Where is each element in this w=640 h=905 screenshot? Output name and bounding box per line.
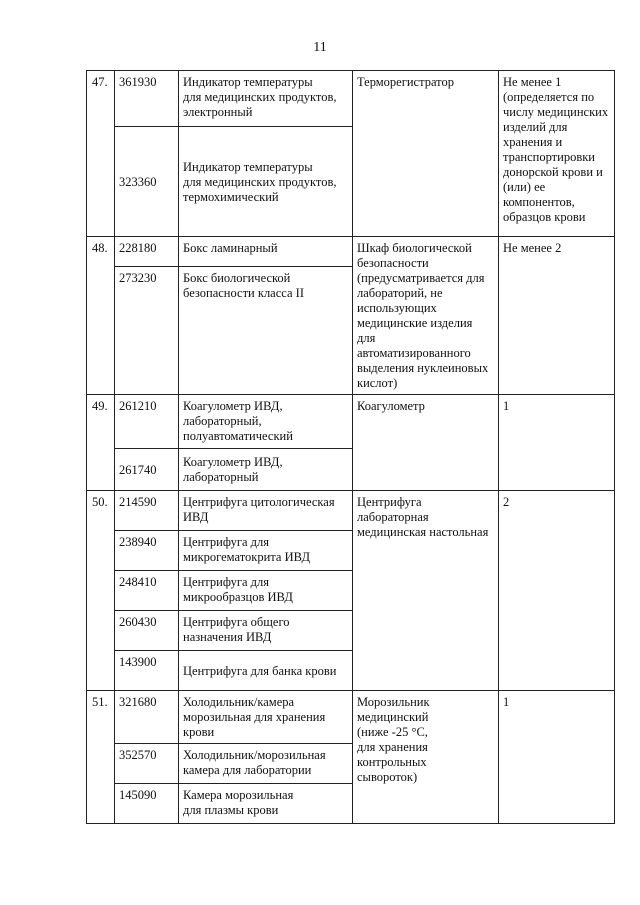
row-number: 51. (87, 691, 115, 824)
item-name: Индикатор температуры для медицинских продуктов, электронный (179, 71, 353, 127)
item-name: Центрифуга для банка крови (179, 651, 353, 691)
item-name: Центрифуга для микрогематокрита ИВД (179, 531, 353, 571)
equipment-quantity: 2 (499, 491, 615, 691)
item-name: Центрифуга общего назначения ИВД (179, 611, 353, 651)
item-name: Холодильник/камера морозильная для хранения крови (179, 691, 353, 744)
item-code: 361930 (115, 71, 179, 127)
equipment-table (86, 70, 615, 824)
item-name: Центрифуга цитологическая ИВД (179, 491, 353, 531)
item-code: 321680 (115, 691, 179, 744)
item-code: 260430 (115, 611, 179, 651)
item-name: Бокс биологической безопасности класса II (179, 267, 353, 395)
equipment-quantity: 1 (499, 691, 615, 824)
item-code: 261210 (115, 395, 179, 449)
item-code: 145090 (115, 784, 179, 824)
table-row (87, 491, 615, 531)
equipment-type: Коагулометр (353, 395, 499, 491)
item-code: 238940 (115, 531, 179, 571)
item-name: Коагулометр ИВД, лабораторный, полуавтоматический (179, 395, 353, 449)
equipment-type: Терморегистратор (353, 71, 499, 237)
equipment-type: Шкаф биологической безопасности (предусматривается для лабораторий, не использующих медицинские изделия для автоматизированного выделения нуклеиновых кислот) (353, 237, 499, 395)
equipment-table-wrapper (86, 70, 615, 824)
item-code: 228180 (115, 237, 179, 267)
item-name: Центрифуга для микрообразцов ИВД (179, 571, 353, 611)
item-name: Коагулометр ИВД, лабораторный (179, 449, 353, 491)
table-row (87, 71, 615, 127)
table-row (87, 691, 615, 744)
item-code: 214590 (115, 491, 179, 531)
page-number: 11 (313, 40, 327, 55)
row-number: 47. (87, 71, 115, 237)
equipment-quantity: 1 (499, 395, 615, 491)
item-code: 143900 (115, 651, 179, 691)
item-name: Камера морозильная для плазмы крови (179, 784, 353, 824)
item-code: 352570 (115, 744, 179, 784)
equipment-quantity: Не менее 1 (определяется по числу медицинских изделий для хранения и транспортировки донорской крови и (или) ее компонентов, образцов крови (499, 71, 615, 237)
item-code: 248410 (115, 571, 179, 611)
item-code: 261740 (115, 449, 179, 491)
row-number: 48. (87, 237, 115, 395)
item-name: Холодильник/морозильная камера для лаборатории (179, 744, 353, 784)
row-number: 49. (87, 395, 115, 491)
item-name: Индикатор температуры для медицинских продуктов, термохимический (179, 127, 353, 237)
equipment-quantity: Не менее 2 (499, 237, 615, 395)
row-number: 50. (87, 491, 115, 691)
item-name: Бокс ламинарный (179, 237, 353, 267)
equipment-type: Центрифуга лабораторная медицинская настольная (353, 491, 499, 691)
table-row (87, 395, 615, 449)
table-row (87, 237, 615, 267)
item-code: 273230 (115, 267, 179, 395)
item-code: 323360 (115, 127, 179, 237)
equipment-type: Морозильник медицинский (ниже -25 °C, для хранения контрольных сывороток) (353, 691, 499, 824)
